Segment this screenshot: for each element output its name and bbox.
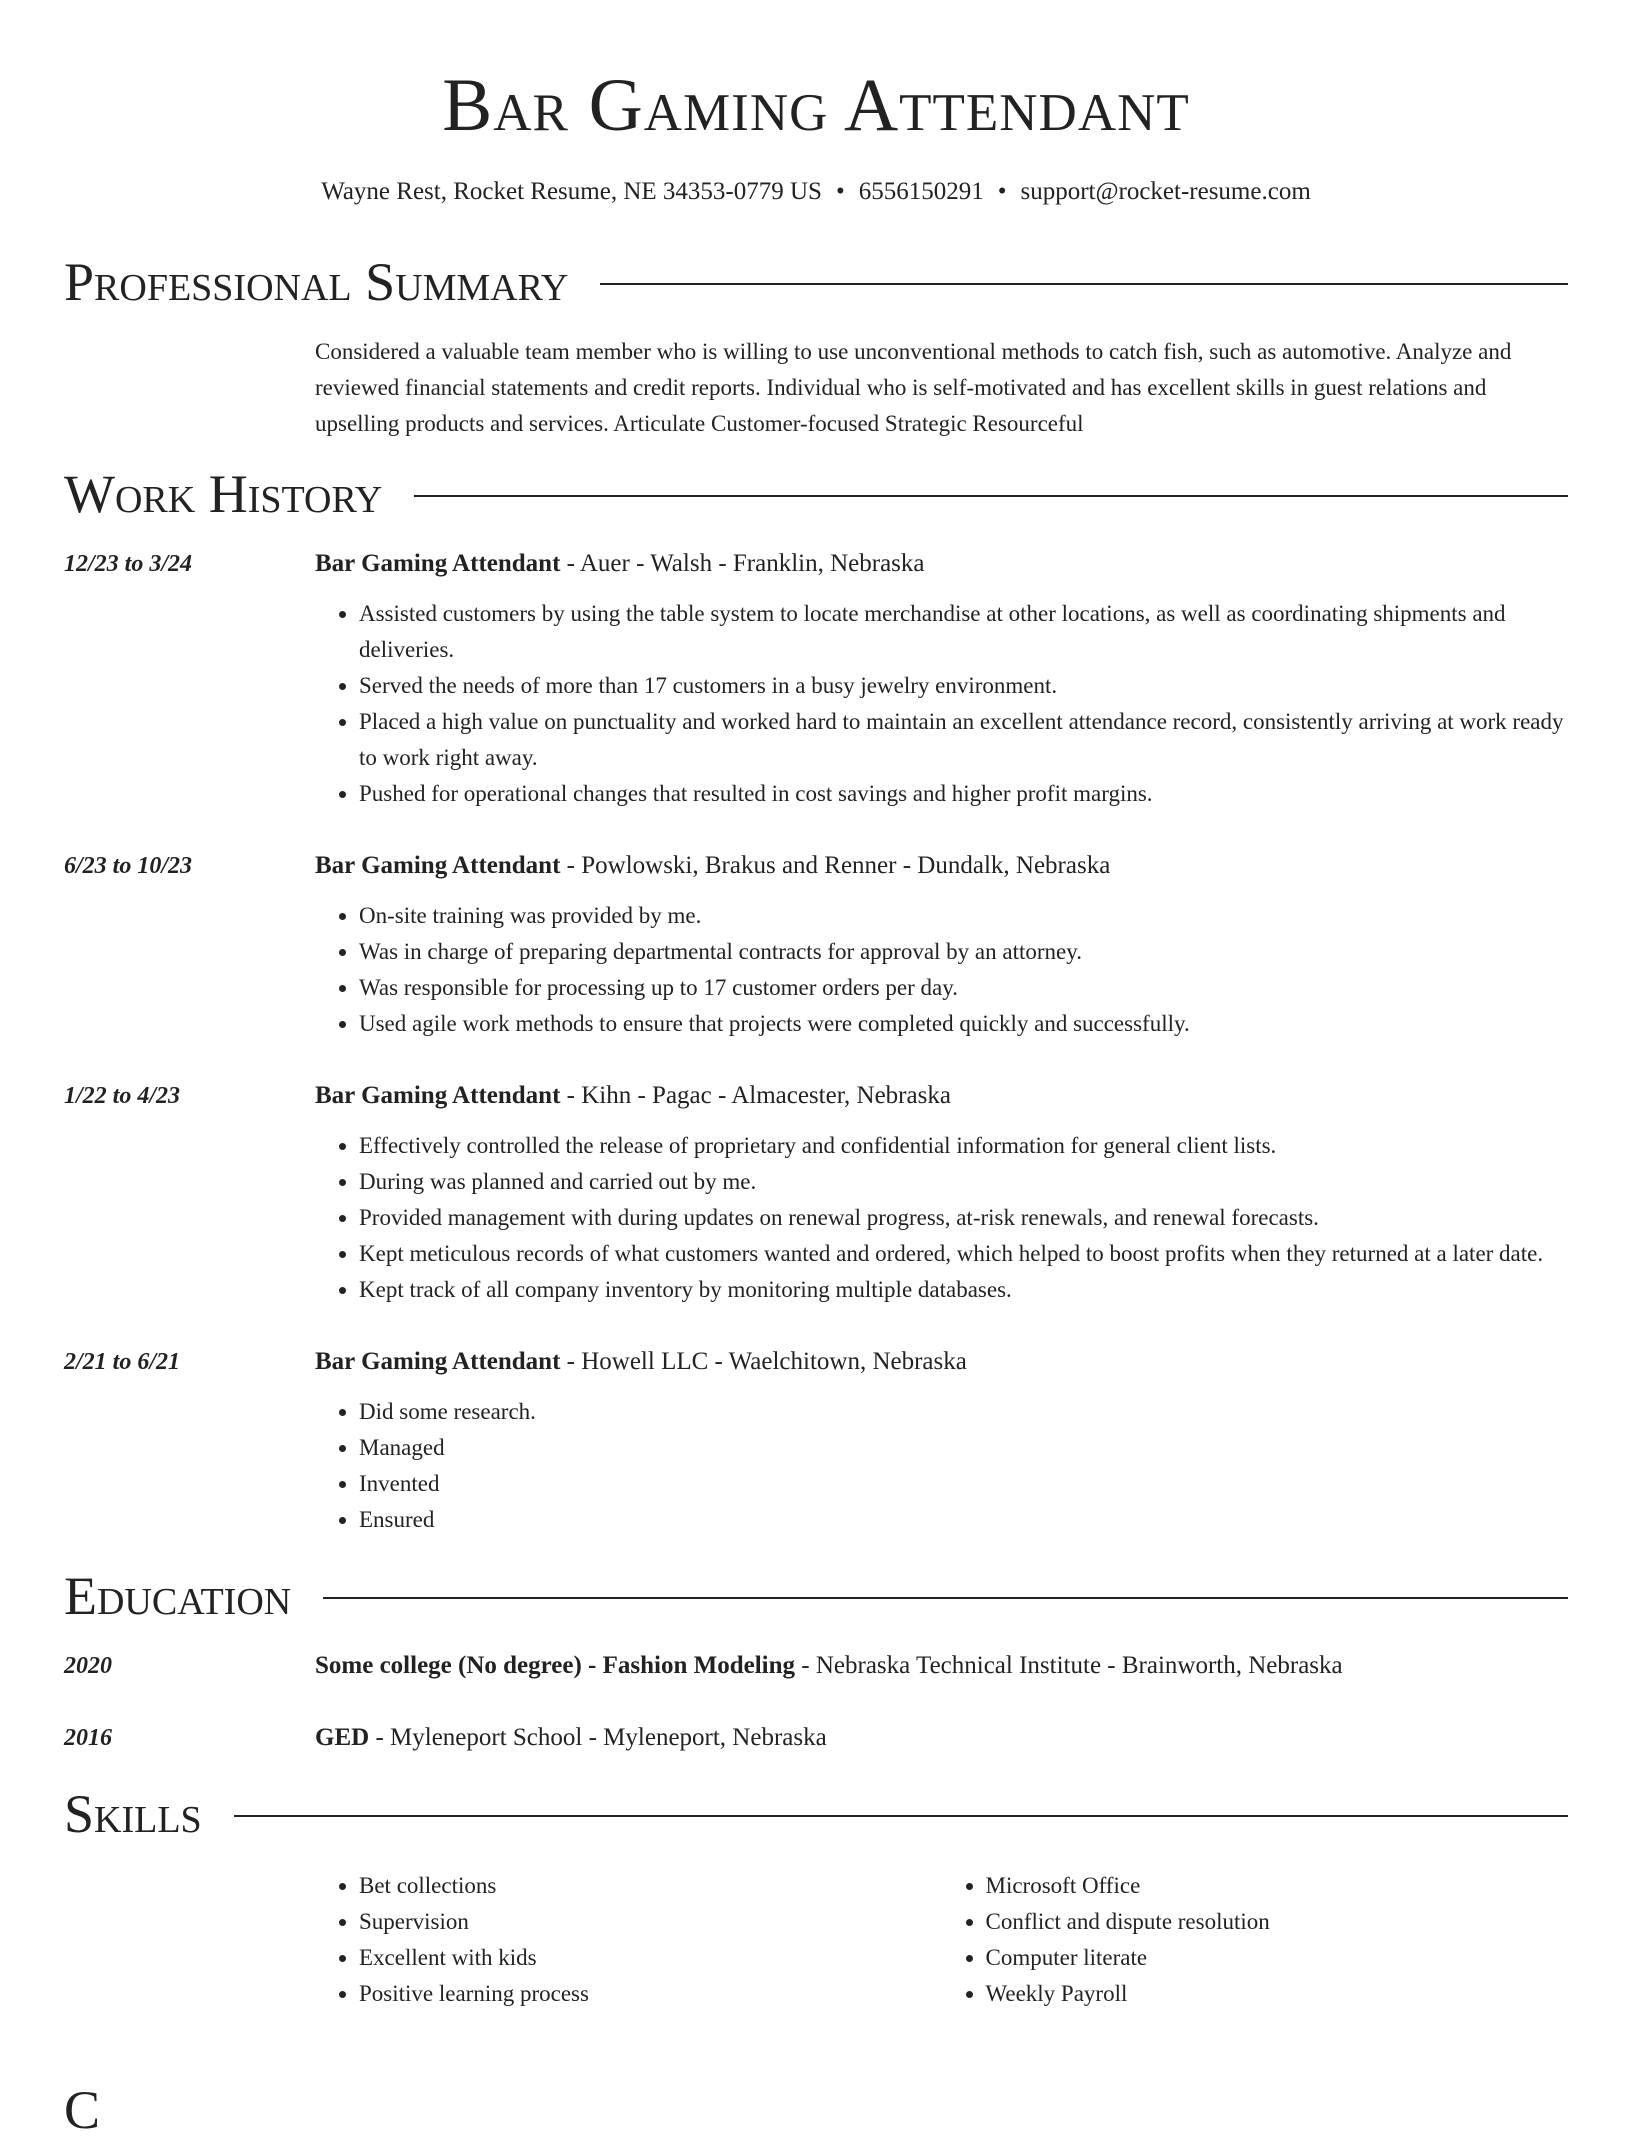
job-bullet: • Effectively controlled the release of proprietary and confidential information for general client lists. [359,1128,1568,1164]
job-bullet: • Provided management with during updates on renewal progress, at-risk renewals, and renewal forecasts. [359,1200,1568,1236]
contact-separator: • [997,178,1007,205]
job-role: Bar Gaming Attendant [315,1082,561,1109]
education-line [315,1720,827,1756]
job-bullet: • Managed [359,1430,1568,1466]
job-role: Bar Gaming Attendant [315,1348,561,1375]
job-body [315,546,1568,812]
skills-column-right [942,1868,1569,2012]
section-divider [234,1815,1568,1817]
job-role: Bar Gaming Attendant [315,852,561,879]
job-title-line [315,848,1568,884]
skill-item: • Conflict and dispute resolution [986,1904,1569,1940]
education-section-title: Education [64,1566,292,1626]
skill-item: • Weekly Payroll [986,1976,1569,2012]
contact-address: Wayne Rest, Rocket Resume, NE 34353-0779 US [321,178,822,205]
education-year: 2016 [64,1725,112,1751]
job-entry [64,848,1568,1042]
contact-line [64,176,1568,208]
contact-email: support@rocket-resume.com [1020,178,1311,205]
education-year: 2020 [64,1653,112,1679]
job-employer: - Howell LLC - Waelchitown, Nebraska [560,1348,967,1375]
job-body [315,1344,1568,1538]
job-employer: - Auer - Walsh - Franklin, Nebraska [560,550,925,577]
summary-section-header [64,252,1568,312]
job-bullet: • Invented [359,1466,1568,1502]
job-dates: 12/23 to 3/24 [64,551,193,577]
skill-item: • Microsoft Office [986,1868,1569,1904]
job-bullet: • Was in charge of preparing departmental contracts for approval by an attorney. [359,934,1568,970]
summary-text: Considered a valuable team member who is willing to use unconventional methods to catch fish, such as automotive. Analyze and reviewed financial statements and credit reports. Individual who is self-motivated and has excellent skills in guest relations and upselling products and services. Articulate Customer-focused Strategic Resourceful [315,339,1512,436]
skills-column-left [315,1868,942,2012]
candidate-name: Bar Gaming Attendant [442,64,1190,147]
job-bullets [315,1128,1568,1308]
job-title-line [315,1344,1568,1380]
job-bullet: • Kept meticulous records of what customers wanted and ordered, which helped to boost profits when they returned at a later date. [359,1236,1568,1272]
job-dates: 6/23 to 10/23 [64,853,193,879]
job-bullet: • On-site training was provided by me. [359,898,1568,934]
job-body [315,1078,1568,1308]
work-section-header [64,464,1568,524]
section-divider [323,1597,1568,1599]
work-section-title: Work History [64,464,383,524]
skill-item: • Excellent with kids [359,1940,942,1976]
job-bullets [315,898,1568,1042]
skill-item: • Bet collections [359,1868,942,1904]
section-divider [414,495,1568,497]
education-entry [64,1720,1568,1756]
job-bullet: • Placed a high value on punctuality and worked hard to maintain an excellent attendance record, consistently arriving at work ready to work right away. [359,704,1568,776]
job-employer: - Kihn - Pagac - Almacester, Nebraska [560,1082,951,1109]
contact-separator: • [835,178,845,205]
job-bullets [315,1394,1568,1538]
job-title-line [315,1078,1568,1114]
skills-list [315,1868,1568,2012]
education-line [315,1648,1343,1684]
job-bullet: • Did some research. [359,1394,1568,1430]
job-bullet: • Assisted customers by using the table system to locate merchandise at other locations, as well as coordinating shipments and deliveries. [359,596,1568,668]
education-degree: Some college (No degree) - Fashion Modeling [315,1652,796,1679]
education-degree: GED [315,1724,370,1751]
job-body [315,848,1568,1042]
skill-item: • Positive learning process [359,1976,942,2012]
job-bullet: • Served the needs of more than 17 customers in a busy jewelry environment. [359,668,1568,704]
job-entry [64,1078,1568,1308]
education-school: - Nebraska Technical Institute - Brainworth, Nebraska [795,1652,1343,1679]
contact-phone: 6556150291 [858,178,984,205]
skills-section-title: Skills [64,1784,202,1844]
job-title-line [315,546,1568,582]
summary-section-title: Professional Summary [64,252,569,312]
job-entry [64,546,1568,812]
job-bullets [315,596,1568,812]
job-bullet: • During was planned and carried out by me. [359,1164,1568,1200]
skill-item: • Supervision [359,1904,942,1940]
skill-item: • Computer literate [986,1940,1569,1976]
section-divider [600,283,1568,285]
job-role: Bar Gaming Attendant [315,550,561,577]
job-bullet: • Pushed for operational changes that resulted in cost savings and higher profit margins. [359,776,1568,812]
job-bullet: • Kept track of all company inventory by monitoring multiple databases. [359,1272,1568,1308]
education-section-header [64,1566,1568,1626]
job-dates: 1/22 to 4/23 [64,1083,181,1109]
job-bullet: • Was responsible for processing up to 17 customer orders per day. [359,970,1568,1006]
education-school: - Myleneport School - Myleneport, Nebraska [369,1724,827,1751]
resume-page [64,0,1568,2012]
job-entry [64,1344,1568,1538]
next-section-title-cutoff: C [64,2080,101,2140]
job-bullet: • Used agile work methods to ensure that projects were completed quickly and successfully. [359,1006,1568,1042]
skills-section-header [64,1784,1568,1844]
education-entry [64,1648,1568,1684]
job-bullet: • Ensured [359,1502,1568,1538]
job-dates: 2/21 to 6/21 [64,1349,181,1375]
job-employer: - Powlowski, Brakus and Renner - Dundalk, Nebraska [560,852,1111,879]
